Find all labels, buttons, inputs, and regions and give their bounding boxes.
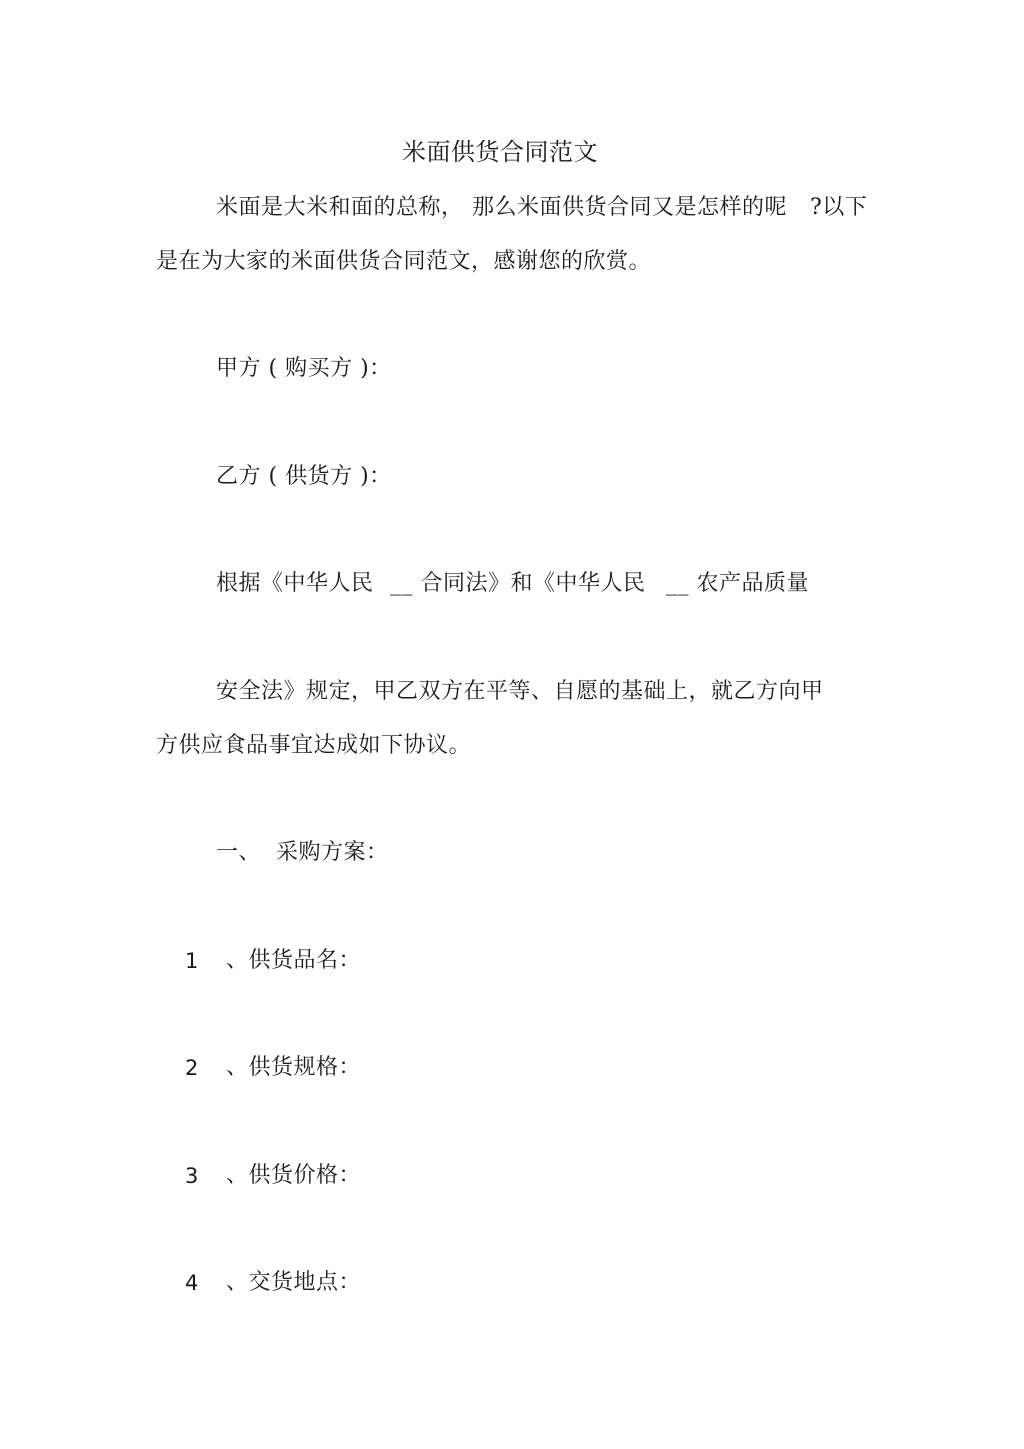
item-1-number: 1 [185, 949, 199, 973]
intro-line-1-part-b: 那么米面供货合同又是怎样的呢 [472, 195, 788, 220]
intro-line-1-part-c: ?以下 [810, 195, 868, 220]
intro-line-1-part-a: 米面是大米和面的总称， [216, 195, 464, 220]
basis-line-1-part-c: __ 农产品质量 [666, 571, 809, 596]
item-2-number: 2 [185, 1056, 199, 1080]
basis-line-1-part-b: __ 合同法》和《中华人民 [390, 571, 646, 596]
intro-line-2: 是在为大家的米面供货合同范文，感谢您的欣赏。 [156, 249, 652, 274]
basis-line-2: 安全法》规定，甲乙双方在平等、自愿的基础上，就乙方向甲 [216, 679, 824, 704]
item-4-number: 4 [185, 1271, 199, 1295]
basis-line-1-part-a: 根据《中华人民 [216, 571, 374, 596]
basis-line-3: 方供应食品事宜达成如下协议。 [156, 733, 472, 758]
document-title: 米面供货合同范文 [402, 138, 598, 166]
party-b-label: 乙方 ( 供货方 )： [216, 464, 392, 489]
section-1-marker: 一、 [216, 840, 262, 865]
item-3-number: 3 [185, 1164, 199, 1188]
section-1-title: 采购方案： [276, 840, 389, 865]
item-1-label: 、供货品名： [226, 948, 362, 973]
item-3-label: 、供货价格： [226, 1163, 362, 1188]
item-4-label: 、交货地点： [226, 1270, 362, 1295]
party-a-label: 甲方 ( 购买方 )： [216, 356, 392, 381]
item-2-label: 、供货规格： [226, 1055, 362, 1080]
